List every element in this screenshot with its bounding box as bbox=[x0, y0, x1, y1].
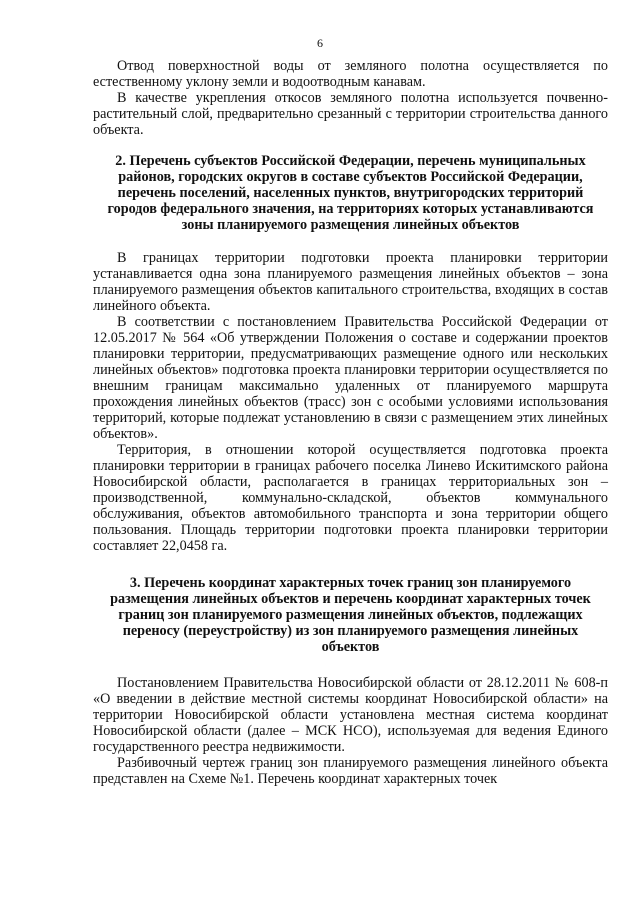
paragraph: В границах территории подготовки проекта планировки территории устанавливается одна зона планируемого размещения линейных объектов – зона планируемого размещения объектов капитального строительства, входящих в состав линейного объекта. bbox=[93, 250, 608, 314]
paragraph: Разбивочный чертеж границ зон планируемого размещения линейного объекта представлен на Схеме №1. Перечень координат характерных точек bbox=[93, 755, 608, 787]
document-body bbox=[93, 58, 608, 787]
page-number: 6 bbox=[317, 36, 323, 50]
section-heading: 2. Перечень субъектов Российской Федерации, перечень муниципальных районов, городских округов в составе субъектов Российской Федерации, перечень поселений, населенных пунктов, внутригородских территорий городов федерального значения, на территориях которых устанавливаются зоны планируемого размещения линейных объектов bbox=[107, 153, 594, 233]
paragraph: В соответствии с постановлением Правительства Российской Федерации от 12.05.2017 № 564 «Об утверждении Положения о составе и содержании проектов планировки территории, предусматривающих размещение одного или нескольких линейных объектов» подготовка проекта планировки территории осуществляется по внешним границам максимально удаленных от планируемого маршрута прохождения линейных объектов (трасс) зон с особыми условиями использования территорий, которые подлежат установлению в связи с размещением этих линейных объектов». bbox=[93, 314, 608, 442]
section-heading: 3. Перечень координат характерных точек границ зон планируемого размещения линейных объектов и перечень координат характерных точек границ зон планируемого размещения линейных объектов, подлежащих переносу (переустройству) из зон планируемого размещения линейных объектов bbox=[110, 575, 591, 655]
paragraph: Территория, в отношении которой осуществляется подготовка проекта планировки территории в границах рабочего поселка Линево Искитимского района Новосибирской области, располагается в границах территориальных зон – производственной, коммунально-складской, объектов коммунального обслуживания, объектов автомобильного транспорта и зона территории общего пользования. Площадь территории подготовки проекта планировки территории составляет 22,0458 га. bbox=[93, 442, 608, 554]
paragraph: Отвод поверхностной воды от земляного полотна осуществляется по естественному уклону земли и водоотводным канавам. bbox=[93, 58, 608, 90]
paragraph: В качестве укрепления откосов земляного полотна используется почвенно-растительный слой, предварительно срезанный с территории строительства данного объекта. bbox=[93, 90, 608, 138]
paragraph: Постановлением Правительства Новосибирской области от 28.12.2011 № 608-п «О введении в действие местной системы координат Новосибирской области» на территории Новосибирской области установлена местная система координат Новосибирской области (далее – МСК НСО), используемая для ведения Единого государственного реестра недвижимости. bbox=[93, 675, 608, 755]
